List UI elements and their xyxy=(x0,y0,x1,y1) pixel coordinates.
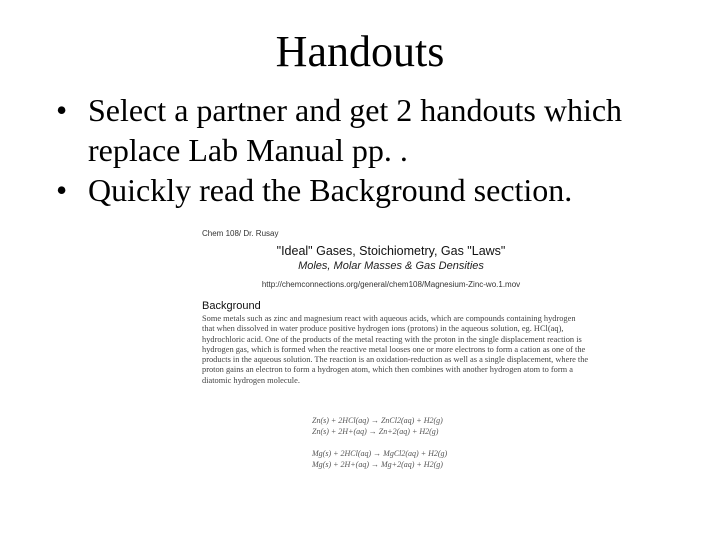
bullet-marker: • xyxy=(56,92,68,128)
handout-paragraph: Some metals such as zinc and magnesium react with aqueous acids, which are compounds containing hydrogen that when dissolved in water produce positive hydrogen ions (protons) in the aqueous solution, eg. HCl(aq), hydrochloric acid. One of the products of the metal reacting with the proton in the single displacement reaction is hydrogen gas, which is formed when the reactive metal looses one or more electrons to form a cation as one of the products in the aqueous solution. The reaction is an oxidation-reduction as well as a single displacement, where the proton gains an electron to form a hydrogen atom, which then combines with another hydrogen atom to form a diatomic hydrogen molecule. xyxy=(202,314,589,385)
handout-course-label: Chem 108/ Dr. Rusay xyxy=(202,229,279,238)
magnesium-equations xyxy=(312,449,472,470)
handout-url: http://chemconnections.org/general/chem108/Magnesium-Zinc-wo.1.mov xyxy=(261,280,521,289)
equation: Zn(s) + 2HCl(aq) → ZnCl2(aq) + H2(g) xyxy=(312,416,443,425)
slide-title: Handouts xyxy=(275,27,445,76)
handout-image xyxy=(196,226,596,488)
bullet-text: Quickly read the Background section. xyxy=(88,172,573,208)
bullet-item xyxy=(56,170,676,210)
zinc-equations xyxy=(312,416,472,437)
handout-title: "Ideal" Gases, Stoichiometry, Gas "Laws" xyxy=(276,244,506,258)
handout-subtitle: Moles, Molar Masses & Gas Densities xyxy=(298,260,484,272)
bullet-text: Select a partner and get 2 handouts which replace Lab Manual pp. . xyxy=(88,92,623,168)
equation: Mg(s) + 2HCl(aq) → MgCl2(aq) + H2(g) xyxy=(312,449,448,458)
bullet-marker: • xyxy=(56,172,68,208)
bullet-item xyxy=(56,90,676,170)
bullet-list xyxy=(56,90,676,210)
equation: Mg(s) + 2H+(aq) → Mg+2(aq) + H2(g) xyxy=(312,459,443,469)
handout-section-heading: Background xyxy=(202,300,261,312)
equation: Zn(s) + 2H+(aq) → Zn+2(aq) + H2(g) xyxy=(312,426,439,436)
